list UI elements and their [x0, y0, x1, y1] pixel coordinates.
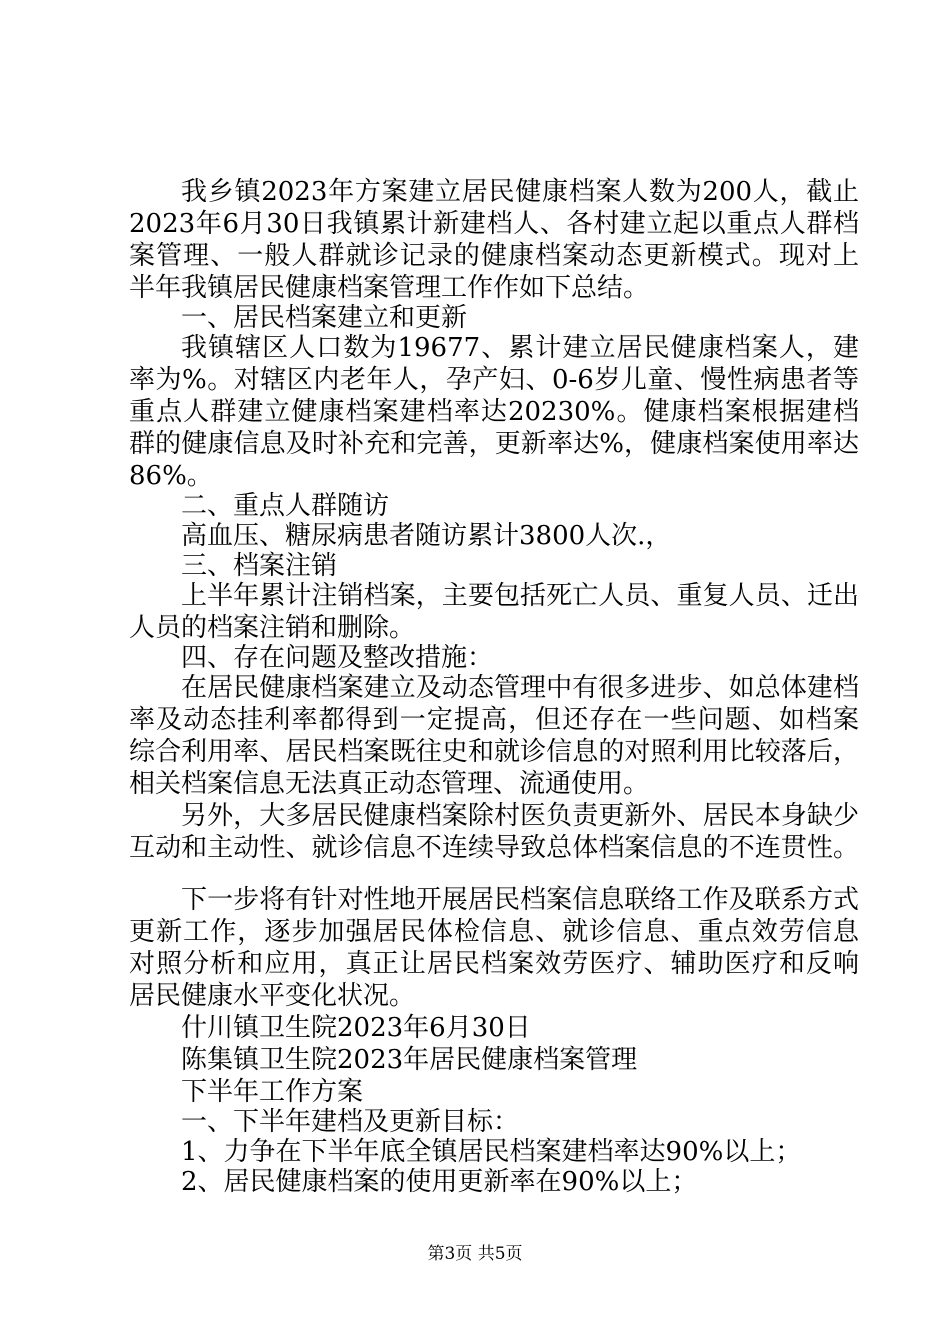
- page-footer: 第3页 共5页: [427, 1244, 523, 1264]
- section-heading: 三、档案注销: [181, 551, 338, 581]
- text-line: 综合利用率、居民档案既往史和就诊信息的对照利用比较落后，: [129, 737, 859, 767]
- text-line: 相关档案信息无法真正动态管理、流通使用。: [129, 769, 650, 799]
- text-line: 我乡镇2023年方案建立居民健康档案人数为200人，截止: [181, 177, 859, 207]
- text-line: 率为%。对辖区内老年人，孕产妇、0-6岁儿童、慢性病患者等: [129, 365, 859, 395]
- text-line: 更新工作，逐步加强居民体检信息、就诊信息、重点效劳信息: [129, 917, 859, 947]
- text-line: 另外，大多居民健康档案除村医负责更新外、居民本身缺少: [181, 801, 859, 831]
- section-heading: 一、居民档案建立和更新: [181, 303, 468, 333]
- section-heading: 四、存在问题及整改措施：: [181, 643, 494, 673]
- text-line: 在居民健康档案建立及动态管理中有很多进步、如总体建档: [181, 673, 859, 703]
- plan-subtitle: 下半年工作方案: [181, 1077, 364, 1107]
- text-line: 2023年6月30日我镇累计新建档人、各村建立起以重点人群档: [129, 209, 859, 239]
- section-heading: 二、重点人群随访: [181, 491, 390, 521]
- text-line: 高血压、糖尿病患者随访累计3800人次.，: [181, 521, 672, 551]
- text-line: 居民健康水平变化状况。: [129, 981, 416, 1011]
- text-line: 群的健康信息及时补充和完善，更新率达%，健康档案使用率达: [129, 429, 859, 459]
- list-item: 1、力争在下半年底全镇居民档案建档率达90%以上；: [181, 1137, 802, 1167]
- text-line: 86%。: [129, 461, 213, 491]
- text-line: 对照分析和应用，真正让居民档案效劳医疗、辅助医疗和反响: [129, 949, 859, 979]
- text-line: 案管理、一般人群就诊记录的健康档案动态更新模式。现对上: [129, 241, 859, 271]
- signature-line: 什川镇卫生院2023年6月30日: [181, 1013, 531, 1043]
- text-line: 率及动态挂利率都得到一定提高，但还存在一些问题、如档案: [129, 705, 859, 735]
- text-line: 我镇辖区人口数为19677、累计建立居民健康档案人，建: [181, 333, 859, 363]
- text-line: 上半年累计注销档案，主要包括死亡人员、重复人员、迁出: [181, 581, 859, 611]
- plan-title: 陈集镇卫生院2023年居民健康档案管理: [181, 1045, 638, 1075]
- text-line: 半年我镇居民健康档案管理工作作如下总结。: [129, 273, 650, 303]
- list-item: 2、居民健康档案的使用更新率在90%以上；: [181, 1167, 698, 1197]
- text-line: 人员的档案注销和删除。: [129, 613, 416, 643]
- text-line: 重点人群建立健康档案建档率达20230%。健康档案根据建档: [129, 397, 859, 427]
- section-heading: 一、下半年建档及更新目标：: [181, 1107, 520, 1137]
- text-line: 互动和主动性、就诊信息不连续导致总体档案信息的不连贯性。: [129, 833, 859, 863]
- text-line: 下一步将有针对性地开展居民档案信息联络工作及联系方式: [181, 885, 859, 915]
